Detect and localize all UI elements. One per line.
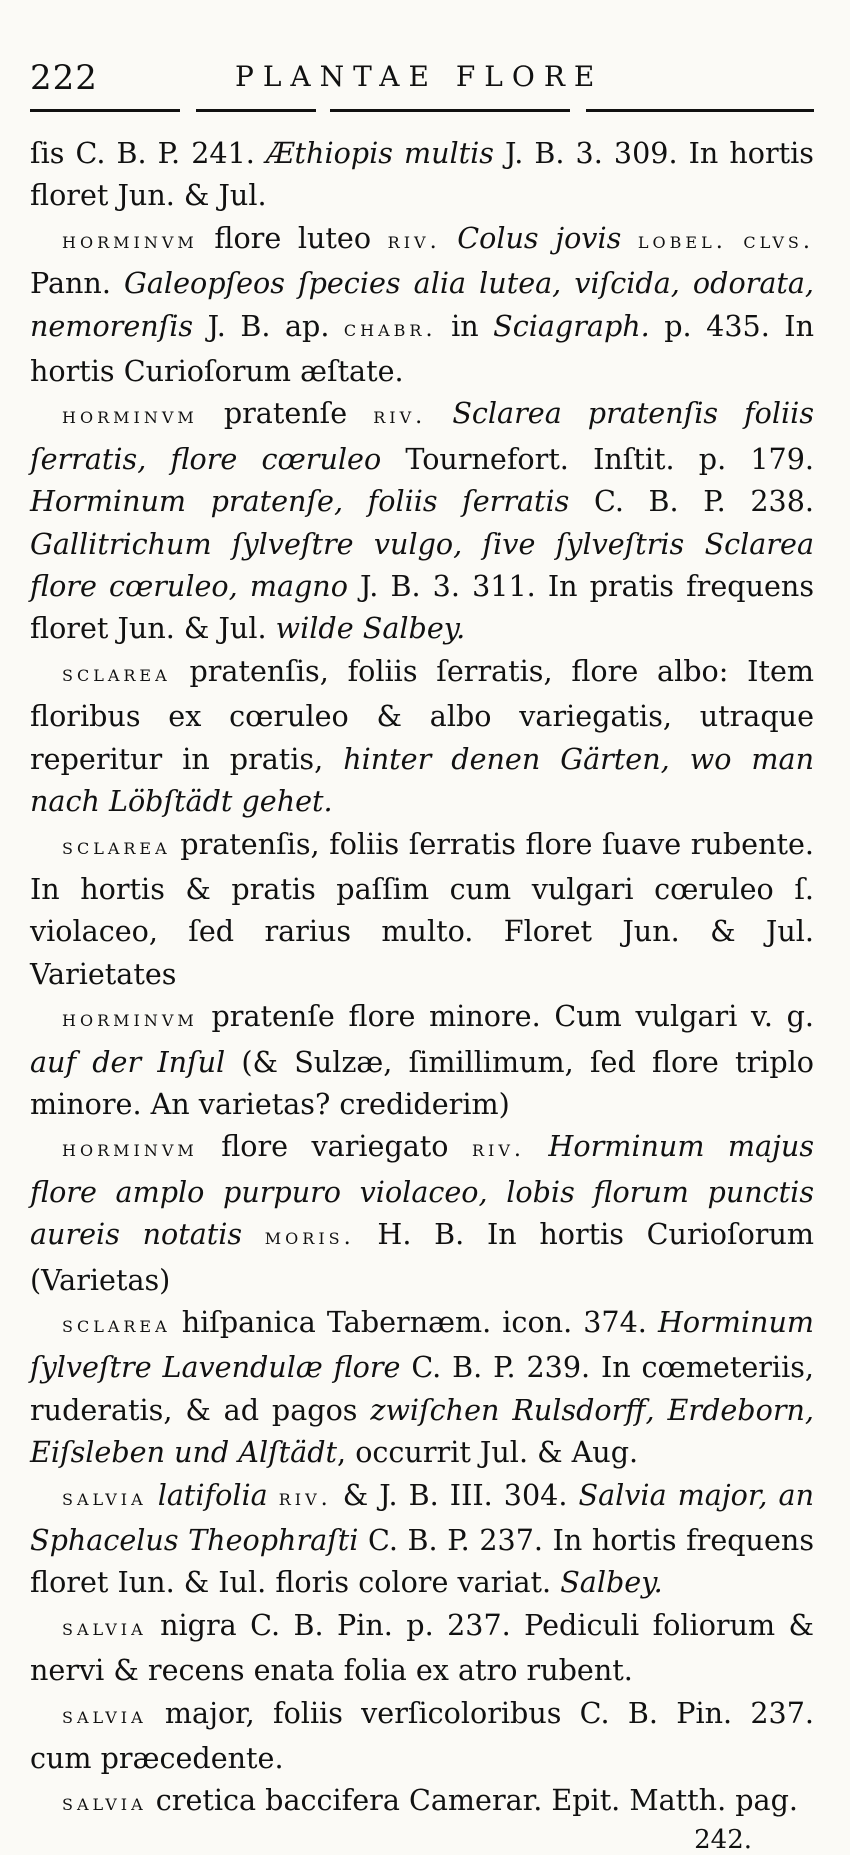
running-head — [30, 50, 814, 98]
text-run: (& Sulzæ, ſimillimum, ſed flore triplo minore. An varietas? crediderim) — [30, 1044, 814, 1121]
text-run: pratenſe — [197, 396, 374, 431]
small-caps-run: sclarea — [62, 1311, 171, 1338]
italic-run: Horminum pratenſe, foliis ſerratis — [30, 484, 570, 519]
italic-run: Galeopſeos ſpecies alia lutea, viſcida, odorata, nemorenſis — [30, 266, 814, 343]
text-run: C. B. P. 239. In cœmeteriis, ruderatis, & ad pagos — [30, 1350, 814, 1427]
italic-run: hinter denen Gärten, wo man nach Löbſtädt gehet. — [30, 741, 814, 819]
small-caps-run: lobel. — [637, 227, 727, 254]
paragraph — [30, 392, 814, 649]
text-run: nigra C. B. Pin. p. 237. Pediculi foliorum & nervi & recens enata folia ex atro rubent. — [30, 1607, 814, 1688]
page-body — [30, 132, 814, 1825]
paragraph — [30, 1779, 814, 1824]
text-run: Pann. — [30, 266, 125, 301]
page-number: 222 — [30, 58, 98, 98]
small-caps-run: salvia — [62, 1614, 147, 1641]
text-run: J. B. 3. 311. In pratis frequens floret Jun. & Jul. — [30, 569, 814, 646]
italic-run: Horminum majus flore amplo purpuro violaceo, lobis florum punctis aureis notatis — [30, 1129, 815, 1252]
paragraph — [30, 1604, 814, 1692]
italic-run: wilde Salbey. — [275, 611, 466, 646]
italic-run: auf der Inſul — [30, 1044, 226, 1079]
italic-run: Gallitrichum ſylveſtre vulgo, ſive ſylveſtris Sclarea flore cœruleo, magno — [30, 526, 814, 604]
italic-run: Colus jovis — [457, 220, 622, 255]
small-caps-run: clvs. — [743, 227, 814, 254]
italic-run: latifolia — [157, 1477, 268, 1512]
text-run: , occurrit Jul. & Aug. — [337, 1435, 639, 1470]
text-run: hiſpanica Tabernæm. icon. 374. — [170, 1304, 658, 1339]
text-run — [147, 1478, 158, 1512]
text-run: C. B. P. 238. — [569, 484, 814, 519]
text-run — [268, 1478, 279, 1512]
text-run: cretica baccifera Camerar. Epit. Matth. pag. — [146, 1783, 799, 1818]
small-caps-run: horminvm — [62, 1006, 198, 1033]
small-caps-run: salvia — [62, 1702, 147, 1729]
italic-run: Æthiopis multis — [265, 136, 494, 170]
small-caps-run: chabr. — [343, 315, 437, 342]
text-run: H. B. In hortis Curioſorum (Varietas) — [30, 1217, 814, 1297]
paragraph — [30, 1692, 814, 1780]
text-run: pratenſe flore minore. Cum vulgari v. g. — [197, 999, 814, 1034]
text-run: pratenſis, foliis ſerratis flore ſuave rubente. In hortis & pratis paſſim cum vulgari cœruleo ſ. violaceo, ſed rarius multo. Floret Jun. & Jul. Varietates — [30, 826, 814, 991]
italic-run: Sciagraph. — [493, 308, 650, 343]
paragraph — [30, 650, 814, 823]
text-run: in — [436, 308, 494, 343]
continuation-line: 242. — [694, 1824, 752, 1855]
text-run: major, foliis verſicoloribus C. B. Pin. 237. cum præcedente. — [30, 1695, 814, 1776]
text-run: ſis C. B. P. 241. — [30, 136, 266, 170]
small-caps-run: horminvm — [62, 403, 198, 430]
text-run: J. B. ap. — [193, 308, 344, 343]
small-caps-run: salvia — [62, 1484, 147, 1511]
small-caps-run: riv. — [471, 1136, 525, 1163]
text-run: J. B. 3. 309. In hortis floret Jun. & Jul. — [30, 136, 814, 213]
text-run — [242, 1217, 265, 1251]
italic-run: Salvia major, an Sphacelus Theophraſti — [30, 1477, 815, 1557]
running-title: PLANTAE FLORE — [235, 60, 604, 93]
paragraph — [30, 1125, 814, 1301]
small-caps-run: riv. — [373, 403, 427, 430]
paragraph — [30, 217, 814, 393]
italic-run: Salbey. — [560, 1565, 663, 1600]
paragraph — [30, 1474, 814, 1604]
italic-run: Horminum ſylveſtre Lavendulæ flore — [30, 1304, 814, 1385]
text-run: flore variegato — [197, 1129, 472, 1164]
header-rule — [30, 109, 814, 114]
text-run: & J. B. III. 304. — [331, 1477, 579, 1512]
small-caps-run: moris. — [264, 1224, 355, 1251]
text-run — [727, 221, 744, 255]
small-caps-run: horminvm — [62, 1136, 198, 1163]
small-caps-run: riv. — [278, 1484, 332, 1511]
text-run — [426, 396, 452, 430]
text-run: flore luteo — [197, 220, 388, 255]
small-caps-run: sclarea — [62, 660, 171, 687]
paragraph — [30, 823, 814, 996]
text-run: pratenſis, foliis ſerratis, flore albo: Item floribus ex cœruleo & albo variegatis, utraque reperitur in pratis, — [30, 653, 814, 776]
italic-run: zwiſchen Rulsdorff, Erdeborn, Eiſsleben und Alſtädt — [30, 1392, 814, 1470]
text-run: C. B. P. 237. In hortis frequens floret Iun. & Iul. floris colore variat. — [30, 1523, 814, 1600]
text-run — [525, 1129, 548, 1163]
paragraph — [30, 995, 814, 1125]
small-caps-run: riv. — [387, 227, 441, 254]
paragraph — [30, 1301, 814, 1474]
text-run: Tournefort. Inſtit. p. 179. — [381, 441, 814, 476]
small-caps-run: horminvm — [62, 227, 198, 254]
text-run — [621, 221, 638, 255]
text-run: p. 435. In hortis Curioſorum æſtate. — [30, 308, 814, 389]
small-caps-run: sclarea — [62, 833, 171, 860]
text-run — [441, 221, 458, 255]
italic-run: Sclarea pratenſis foliis ſerratis, flore cœruleo — [30, 396, 815, 476]
small-caps-run: salvia — [62, 1790, 147, 1817]
paragraph — [30, 132, 814, 217]
